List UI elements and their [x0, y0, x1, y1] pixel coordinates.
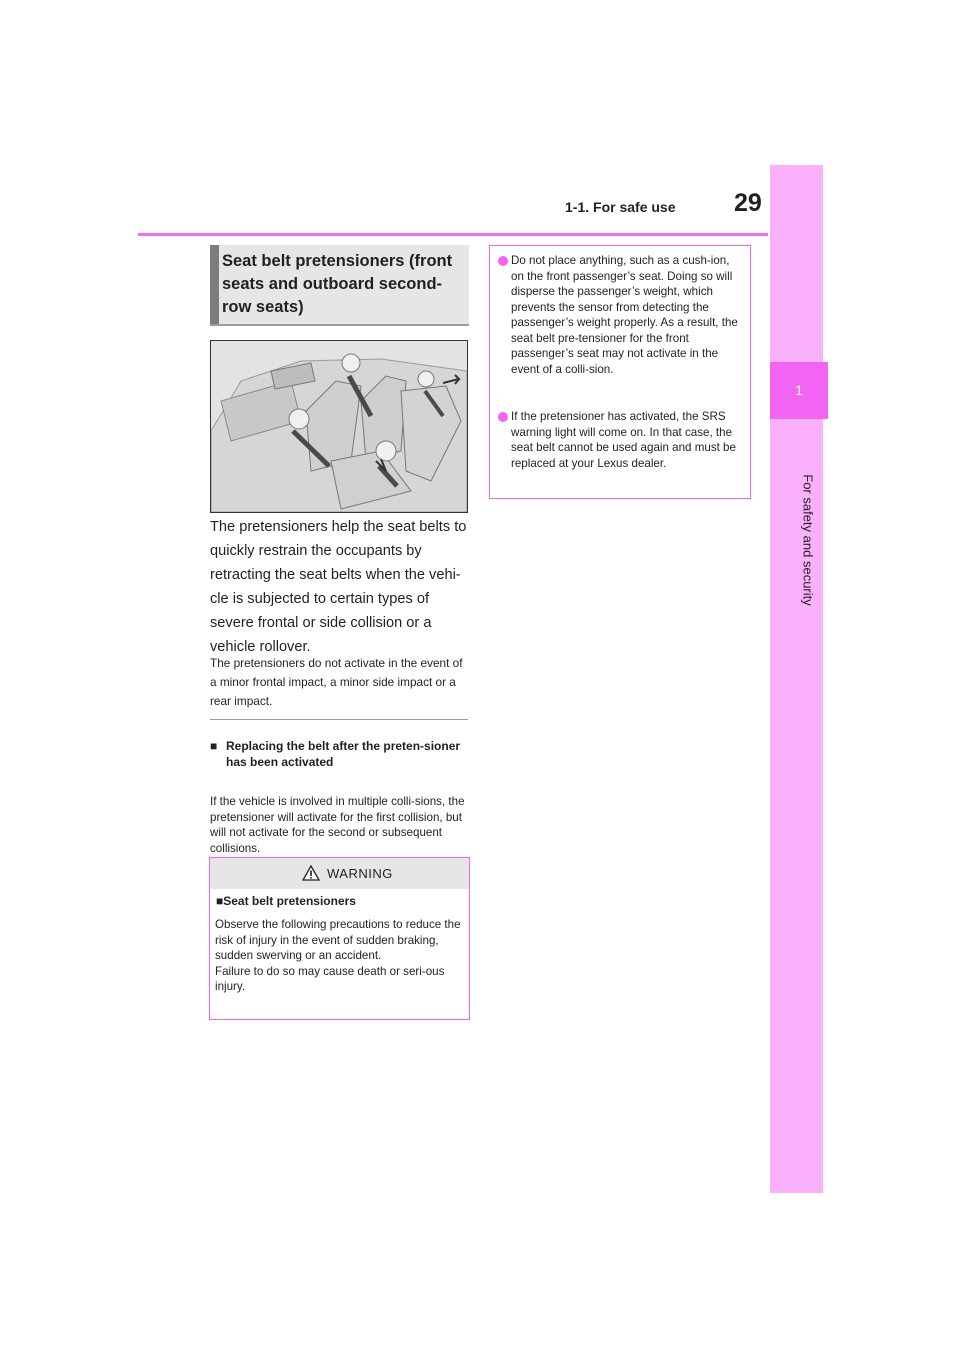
bullet-dot-icon [498, 412, 508, 422]
bullet-text: If the pretensioner has activated, the SRS warning light will come on. In that case, the seat belt cannot be used again and must be replaced at your Lexus dealer. [511, 410, 736, 470]
chapter-title-text: For safety and security [800, 474, 816, 606]
page-number: 29 [734, 189, 762, 217]
warning-sub-heading-text: Seat belt pretensioners [223, 894, 356, 908]
warning-text-2: Failure to do so may cause death or seri-ous injury. [215, 964, 445, 993]
sub-heading [210, 738, 472, 770]
main-body-text: The pretensioners help the seat belts to quickly restrain the occupants by retracting the seat belts when the vehi-cle is subjected to certain types of severe frontal or side collision or a vehicle rollover. [210, 519, 467, 655]
warning-continued-box [489, 245, 751, 499]
header-rule [138, 233, 768, 236]
square-bullet-icon: ■ [210, 739, 218, 753]
sub-heading-text: Replacing the belt after the preten-sioner has been activated [226, 739, 461, 769]
divider [210, 719, 468, 720]
section-title: 1-1. For safe use [565, 199, 676, 215]
warning-sub-heading [216, 894, 356, 908]
warning-label: WARNING [327, 866, 393, 881]
chapter-title-vertical [800, 440, 816, 640]
section-heading-text: Seat belt pretensioners (front seats and outboard second-row seats) [222, 252, 453, 316]
sub-text: If the vehicle is involved in multiple colli-sions, the pretensioner will activate for the first collision, but will not activate for the second or subsequent collisions. [210, 795, 465, 855]
bullet-text: Do not place anything, such as a cush-ion, on the front passenger’s seat. Doing so will disperse the passenger’s weight, which prevents the sensor from detecting the passenger’s weight properly. As a result, the seat belt pre-tensioner for the front passenger’s seat may not activate in the event of a colli-sion. [511, 254, 738, 376]
warning-text-1: Observe the following precautions to reduce the risk of injury in the event of sudden braking, sudden swerving or an accident. [215, 918, 461, 962]
warning-text [215, 917, 465, 995]
heading-bar [210, 245, 219, 324]
warning-header [210, 858, 469, 889]
square-bullet-icon: ■ [216, 894, 224, 908]
bullet-item [498, 253, 742, 377]
car-interior-drawing [211, 341, 467, 512]
chapter-number-tab[interactable]: 1 [770, 362, 828, 419]
seat-belt-illustration [210, 340, 468, 513]
section-heading [210, 245, 469, 326]
bullet-item [498, 409, 742, 471]
warning-box [209, 857, 470, 1020]
note-text: The pretensioners do not activate in the event of a minor frontal impact, a minor side impact or a rear impact. [210, 656, 463, 708]
warning-triangle-icon [302, 865, 320, 881]
chapter-side-tab [770, 165, 823, 1193]
bullet-dot-icon [498, 256, 508, 266]
